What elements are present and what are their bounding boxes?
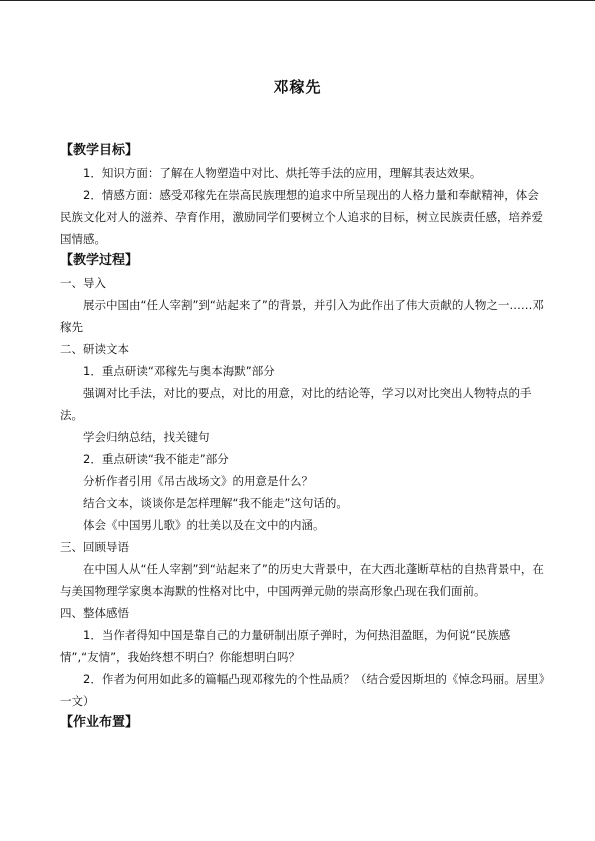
homework-heading: 【作业布置】 [60,715,139,730]
goals-item-2: 2．情感方面：感受邓稼先在崇高民族理想的追求中所呈现出的人格力量和奉献精神，体会民族文化对人的滋养、孕育作用，激励同学们要树立个人追求的目标，树立民族责任感，培养爱国情感。 [60,188,543,246]
study-item-1-detail: 强调对比手法，对比的要点，对比的用意，对比的结论等，学习以对比突出人物特点的手法。 [60,386,532,422]
study-item-2: 2．重点研读“我不能走”部分 [83,452,229,466]
study-item-2-question-3: 体会《中国男儿歌》的壮美以及在文中的内涵。 [83,518,325,532]
study-item-2-question-2: 结合文本，谈谈你是怎样理解“我不能走”这句话的。 [83,496,348,510]
process-heading: 【教学过程】 [60,253,139,268]
page-title: 邓稼先 [273,78,322,96]
section-reflection-heading: 四、整体感悟 [60,606,129,620]
document-body [60,140,545,734]
section-intro-heading: 一、导入 [60,276,106,290]
study-item-1-note: 学会归纳总结，找关键句 [83,430,210,444]
study-item-1: 1．重点研读“邓稼先与奥本海默”部分 [83,364,275,378]
section-review-heading: 三、回顾导语 [60,540,129,554]
section-intro-text: 展示中国由“任人宰割”到“站起来了”的背景，并引入为此作出了伟大贡献的人物之一……邓稼先 [60,298,544,334]
review-text: 在中国人从“任人宰割”到“站起来了”的历史大背景中，在大西北蓬断草枯的自热背景中，在与美国物理学家奥本海默的性格对比中，中国两弹元勋的崇高形象凸现在我们面前。 [60,562,544,598]
reflection-item-2: 2．作者为何用如此多的篇幅凸现邓稼先的个性品质？（结合爱因斯坦的《悼念玛丽。居里》一文） [60,672,545,708]
section-study-heading: 二、研读文本 [60,342,129,356]
reflection-item-1: 1．当作者得知中国是靠自己的力量研制出原子弹时，为何热泪盈眶，为何说“民族感情”,“友情”，我始终想不明白？你能想明白吗？ [60,628,511,664]
goals-heading: 【教学目标】 [60,143,139,158]
goals-item-1: 1．知识方面：了解在人物塑造中对比、烘托等手法的应用，理解其表达效果。 [83,166,482,180]
top-border-line [0,0,595,1]
study-item-2-question-1: 分析作者引用《吊古战场文》的用意是什么？ [83,474,313,488]
